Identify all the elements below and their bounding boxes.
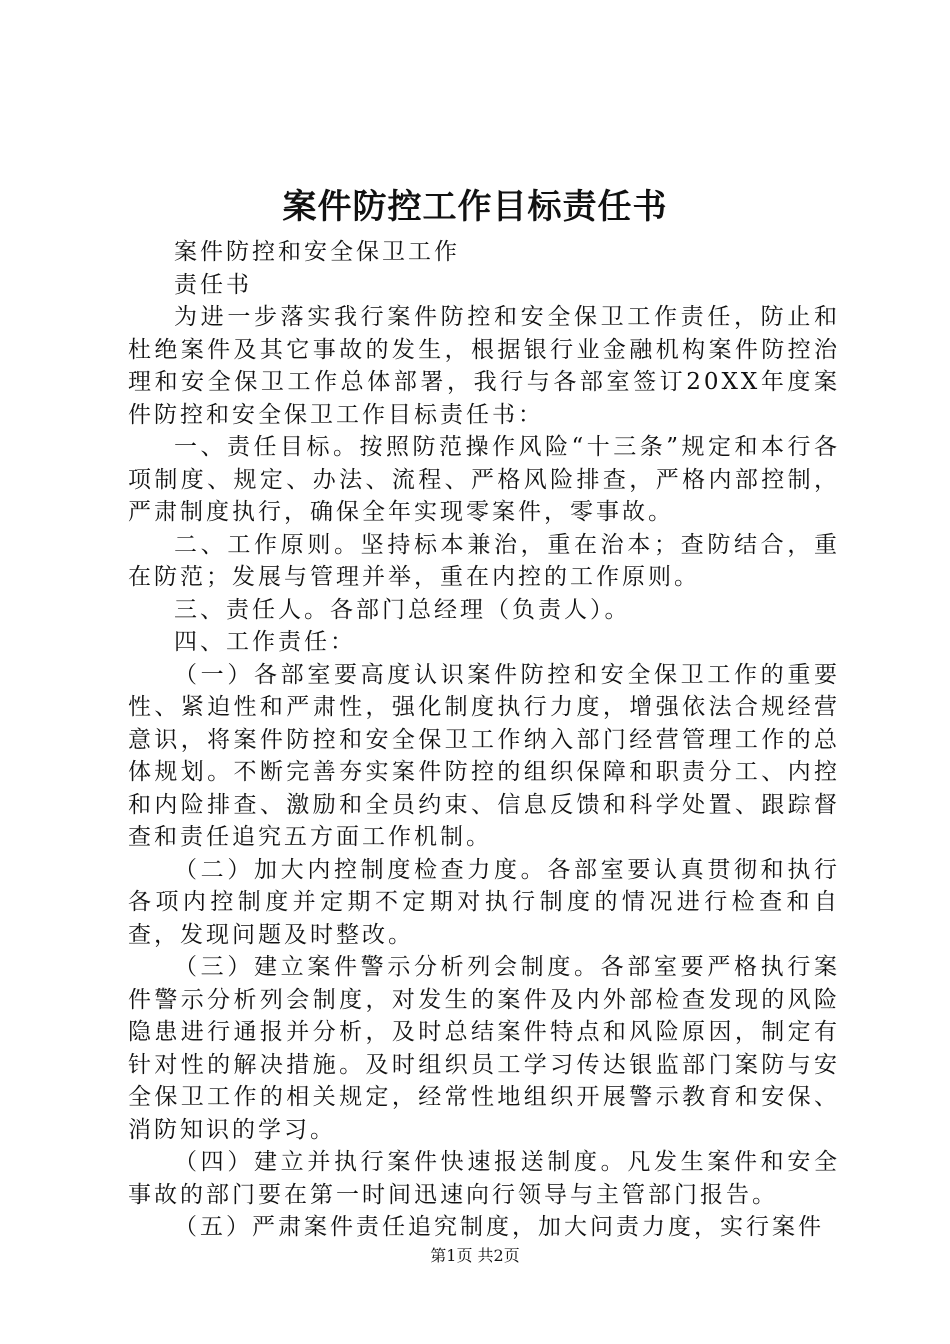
paragraph: 三、责任人。各部门总经理（负责人）。 <box>174 596 631 623</box>
paragraph: （四）建立并执行案件快速报送制度。凡发生案件和安全事故的部门要在第一时间迅速向行领导与主管部门报告。 <box>128 1149 840 1208</box>
paragraph: 责任书 <box>174 271 252 298</box>
paragraph: （三）建立案件警示分析列会制度。各部室要严格执行案件警示分析列会制度，对发生的案件及内外部检查发现的风险隐患进行通报并分析，及时总结案件特点和风险原因，制定有针对性的解决措施。及时组织员工学习传达银监部门案防与安全保卫工作的相关规定，经常性地组织开展警示教育和安保、消防知识的学习。 <box>128 954 840 1143</box>
paragraph: （五）严肃案件责任追究制度，加大问责力度，实行案件 <box>174 1214 824 1240</box>
paragraph: （二）加大内控制度检查力度。各部室要认真贯彻和执行各项内控制度并定期不定期对执行制度的情况进行检查和自查，发现问题及时整改。 <box>128 856 840 948</box>
page-number-footer: 第1页 共2页 <box>430 1246 520 1265</box>
paragraph: 一、责任目标。按照防范操作风险“十三条”规定和本行各项制度、规定、办法、流程、严格风险排查，严格内部控制，严肃制度执行，确保全年实现零案件，零事故。 <box>128 434 840 525</box>
paragraph: 为进一步落实我行案件防控和安全保卫工作责任，防止和杜绝案件及其它事故的发生，根据银行业金融机构案件防控治理和安全保卫工作总体部署，我行与各部室签订20XX年度案件防控和安全保卫工作目标责任书： <box>128 304 840 428</box>
paragraph: 案件防控和安全保卫工作 <box>174 239 460 265</box>
paragraph: 四、工作责任： <box>174 629 356 655</box>
document-title: 案件防控工作目标责任书 <box>282 187 668 227</box>
paragraph: （一）各部室要高度认识案件防控和安全保卫工作的重要性、紧迫性和严肃性，强化制度执行力度，增强依法合规经营意识，将案件防控和安全保卫工作纳入部门经营管理工作的总体规划。不断完善夯实案件防控的组织保障和职责分工、内控和内险排查、激励和全员约束、信息反馈和科学处置、跟踪督查和责任追究五方面工作机制。 <box>128 661 840 850</box>
paragraph: 二、工作原则。坚持标本兼治，重在治本；查防结合，重在防范；发展与管理并举，重在内控的工作原则。 <box>128 531 840 590</box>
document-body <box>128 236 840 1244</box>
